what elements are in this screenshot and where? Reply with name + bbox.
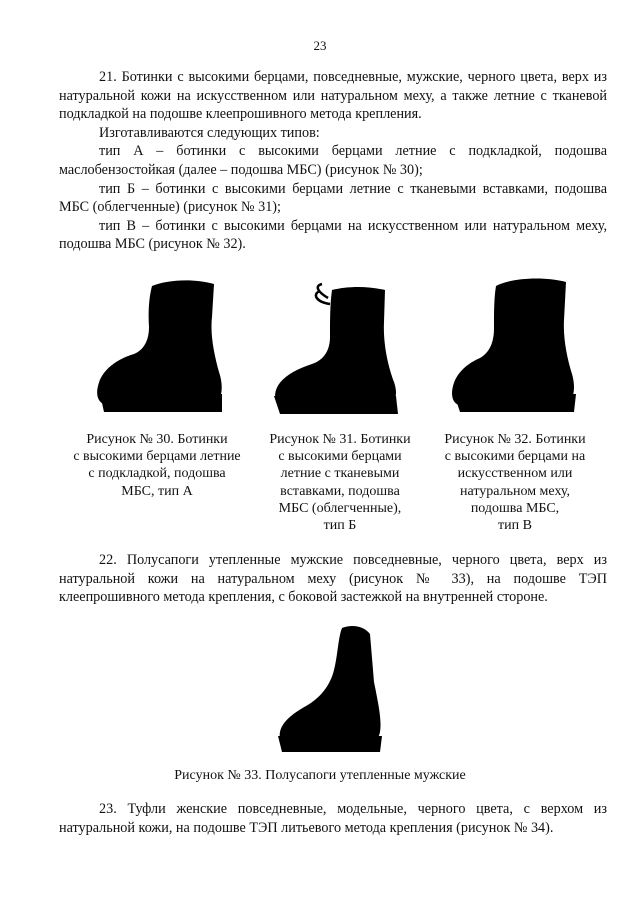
caption-line: тип Б	[323, 518, 357, 534]
figure-32-caption	[425, 431, 605, 534]
figure-31-caption	[255, 431, 425, 534]
section-22-paragraph: 22. Полусапоги утепленные мужские повседневные, черного цвета, верх из натуральной кожи на натуральном меху (рисунок № 33), на подошве ТЭП клеепрошивного метода крепления, с боковой застежкой на внутренней стороне.	[59, 552, 607, 606]
figure-30-caption	[62, 431, 252, 500]
boot-silhouette-icon	[448, 272, 588, 417]
caption-line: Рисунок № 33. Полусапоги утепленные мужские	[174, 768, 466, 783]
type-c-item: тип В – ботинки с высокими берцами на искусственном или натуральном меху, подошва МБС (рисунок № 32).	[59, 217, 607, 253]
section-23-paragraph: 23. Туфли женские повседневные, модельные, черного цвета, с верхом из натуральной кожи, на подошве ТЭП литьевого метода крепления (рисунок № 34).	[59, 801, 607, 836]
caption-line: МБС (облегченные),	[278, 500, 402, 516]
caption-line: с высокими берцами на	[444, 449, 586, 465]
section-21	[59, 68, 607, 254]
caption-line: подошва МБС,	[470, 500, 560, 516]
caption-line: натуральном меху,	[459, 483, 571, 499]
caption-line: искусственном или	[457, 466, 573, 482]
section-22	[59, 551, 607, 607]
caption-line: вставками, подошва	[280, 483, 400, 499]
laced-boot-silhouette-icon	[270, 282, 410, 420]
section-21-paragraph: 21. Ботинки с высокими берцами, повседневные, мужские, черного цвета, верх из натуральной кожи на искусственном или натуральном меху, а также летние с тканевой подкладкой на подошве клеепрошивного метода крепления.	[59, 69, 607, 123]
caption-line: Рисунок № 30. Ботинки	[86, 432, 228, 447]
type-a-item: тип А – ботинки с высокими берцами летние с подкладкой, подошва маслобензостойкая (далее – подошва МБС) (рисунок № 30);	[59, 143, 607, 178]
boot-silhouette-icon	[92, 272, 232, 417]
caption-line: Рисунок № 32. Ботинки	[444, 432, 586, 447]
caption-line: с подкладкой, подошва	[88, 466, 226, 482]
types-intro: Изготавливаются следующих типов:	[99, 124, 320, 141]
type-b-item: тип Б – ботинки с высокими берцами летние с тканевыми вставками, подошва МБС (облегченные) (рисунок № 31);	[59, 180, 607, 216]
caption-line: Рисунок № 31. Ботинки	[269, 432, 411, 447]
figure-33-caption	[0, 767, 640, 784]
caption-line: с высокими берцами летние	[73, 449, 241, 465]
caption-line: тип В	[498, 518, 532, 534]
caption-line: МБС, тип А	[121, 483, 193, 499]
section-23	[59, 800, 607, 837]
caption-line: летние с тканевыми	[280, 466, 400, 482]
caption-line: с высокими берцами	[278, 449, 402, 465]
half-boot-silhouette-icon	[270, 622, 388, 754]
page-number: 23	[313, 38, 327, 53]
